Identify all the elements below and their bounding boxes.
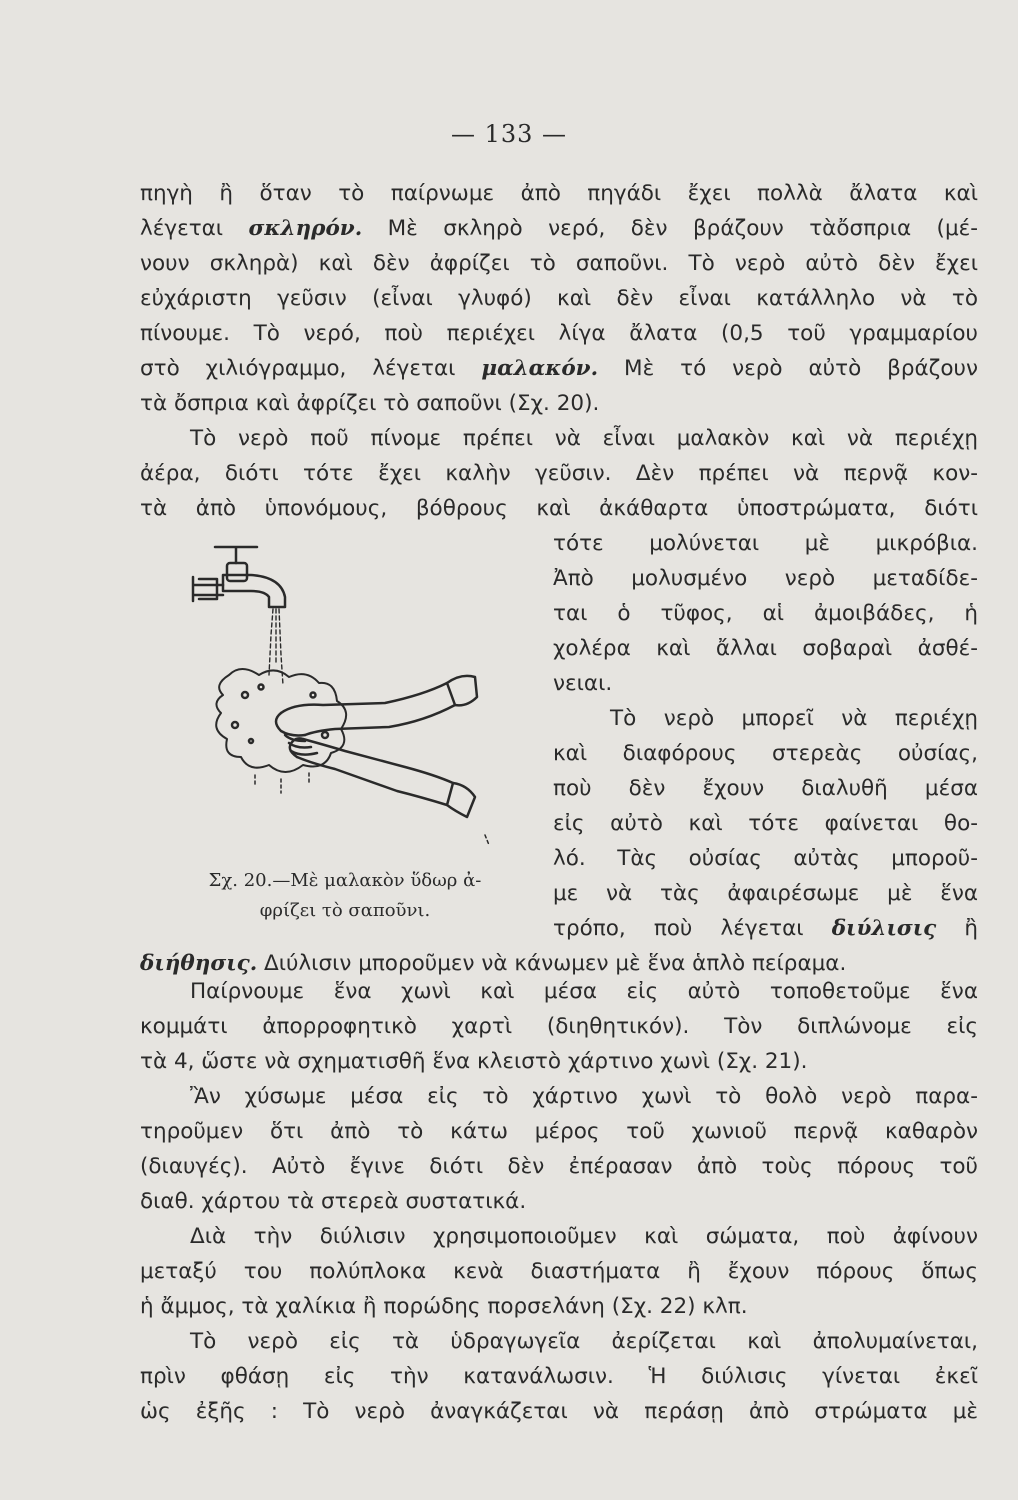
text-line: πηγὴ ἢ ὅταν τὸ παίρνωμε ἀπὸ πηγάδι ἔχει πολλὰ ἄλατα καὶ xyxy=(140,181,978,206)
text-line: Τὸ νερὸ ποῦ πίνομε πρέπει νὰ εἶναι μαλακὸν καὶ νὰ περιέχῃ xyxy=(190,426,978,451)
text-line: πρὶν φθάσῃ εἰς τὴν κατανάλωσιν. Ἡ διύλισις γίνεται ἐκεῖ xyxy=(140,1364,978,1389)
text-line: χολέρα καὶ ἄλλαι σοβαραὶ ἀσθέ- xyxy=(553,636,978,661)
text-line xyxy=(553,911,978,946)
page-number: — 133 — xyxy=(450,120,568,148)
text-line: διαθ. χάρτου τὰ στερεὰ συστατικά. xyxy=(140,1189,527,1214)
text-line: ται ὁ τῦφος, αἱ ἀμοιβάδες, ἡ xyxy=(553,601,978,626)
text-line: Διὰ τὴν διύλισιν χρησιμοποιοῦμεν καὶ σώματα, ποὺ ἀφίνουν xyxy=(190,1224,978,1249)
text-line: ὡς ἐξῆς : Τὸ νερὸ ἀναγκάζεται νὰ περάσῃ ἀπὸ στρώματα μὲ xyxy=(140,1399,978,1424)
text-line: με νὰ τὰς ἀφαιρέσωμε μὲ ἕνα xyxy=(553,881,978,906)
text-fragment: Διύλισιν μποροῦμεν νὰ κάνωμεν μὲ ἕνα ἁπλὸ πείραμα. xyxy=(257,951,847,976)
text-fragment: στὸ χιλιόγραμμο, λέγεται xyxy=(140,356,482,381)
term-hard: σκληρόν. xyxy=(248,216,363,241)
hands-washing-under-tap-illustration xyxy=(185,535,530,865)
caption-line-2: φρίζει τὸ σαποῦνι. xyxy=(259,900,431,921)
text-line xyxy=(140,211,978,246)
text-line: εὐχάριστη γεῦσιν (εἶναι γλυφό) καὶ δὲν εἶναι κατάλληλο νὰ τὸ xyxy=(140,286,978,311)
text-line: τηροῦμεν ὅτι ἀπὸ τὸ κάτω μέρος τοῦ χωνιοῦ περνᾷ καθαρὸν xyxy=(140,1119,978,1144)
text-line: τότε μολύνεται μὲ μικρόβια. xyxy=(553,531,978,556)
text-line: Ἂν χύσωμε μέσα εἰς τὸ χάρτινο χωνὶ τὸ θολὸ νερὸ παρα- xyxy=(190,1084,978,1109)
text-line: τὰ ἀπὸ ὑπονόμους, βόθρους καὶ ἀκάθαρτα ὑποστρώματα, διότι xyxy=(140,496,978,521)
figure-hands-washing xyxy=(185,535,530,865)
text-line: λό. Τὰς οὐσίας αὐτὰς μποροῦ- xyxy=(553,846,978,871)
term-soft: μαλακόν. xyxy=(481,356,599,381)
text-fragment: λέγεται xyxy=(140,216,249,241)
text-line: ἀέρα, διότι τότε ἔχει καλὴν γεῦσιν. Δὲν πρέπει νὰ περνᾷ κον- xyxy=(140,461,978,486)
text-line: μεταξύ του πολύπλοκα κενὰ διαστήματα ἢ ἔχουν πόρους ὅπως xyxy=(140,1259,978,1284)
text-fragment: ἢ xyxy=(936,916,978,941)
caption-line-1: Σχ. 20.—Μὲ μαλακὸν ὕδωρ ἀ- xyxy=(208,870,482,891)
text-line: Τὸ νερὸ εἰς τὰ ὑδραγωγεῖα ἀερίζεται καὶ ἀπολυμαίνεται, xyxy=(190,1329,978,1354)
text-line: ποὺ δὲν ἔχουν διαλυθῆ μέσα xyxy=(553,776,978,801)
text-fragment: τρόπο, ποὺ λέγεται xyxy=(553,916,832,941)
text-line: Τὸ νερὸ μπορεῖ νὰ περιέχῃ xyxy=(610,706,978,731)
text-line: τὰ ὄσπρια καὶ ἀφρίζει τὸ σαποῦνι (Σχ. 20). xyxy=(140,391,600,416)
text-line: εἰς αὐτὸ καὶ τότε φαίνεται θο- xyxy=(553,811,978,836)
text-fragment: Μὲ τό νερὸ αὐτὸ βράζουν xyxy=(598,356,978,381)
text-line xyxy=(140,351,978,386)
text-line: νουν σκληρὰ) καὶ δὲν ἀφρίζει τὸ σαποῦνι. Τὸ νερὸ αὐτὸ δὲν ἔχει xyxy=(140,251,978,276)
term-percolation: διήθησις. xyxy=(140,951,258,976)
text-line: Παίρνουμε ἕνα χωνὶ καὶ μέσα εἰς αὐτὸ τοποθετοῦμε ἕνα xyxy=(190,979,978,1004)
text-line: καὶ διαφόρους στερεὰς οὐσίας, xyxy=(553,741,978,766)
text-line: νειαι. xyxy=(553,671,613,696)
text-line: ἡ ἄμμος, τὰ χαλίκια ἢ πορώδης πορσελάνη (Σχ. 22) κλπ. xyxy=(140,1294,748,1319)
text-line: πίνουμε. Τὸ νερό, ποὺ περιέχει λίγα ἄλατα (0,5 τοῦ γραμμαρίου xyxy=(140,321,978,346)
text-line: τὰ 4, ὥστε νὰ σχηματισθῆ ἕνα κλειστὸ χάρτινο χωνὶ (Σχ. 21). xyxy=(140,1049,808,1074)
text-line: (διαυγές). Αὐτὸ ἔγινε διότι δὲν ἐπέρασαν ἀπὸ τοὺς πόρους τοῦ xyxy=(140,1154,978,1179)
text-line: Ἀπὸ μολυσμένο νερὸ μεταδίδε- xyxy=(553,566,978,591)
term-filtration: διύλισις xyxy=(831,916,937,941)
text-fragment: Μὲ σκληρὸ νερό, δὲν βράζουν τὰὄσπρια (μέ- xyxy=(362,216,978,241)
text-line: κομμάτι ἀπορροφητικὸ χαρτὶ (διηθητικόν). Τὸν διπλώνομε εἰς xyxy=(140,1014,978,1039)
